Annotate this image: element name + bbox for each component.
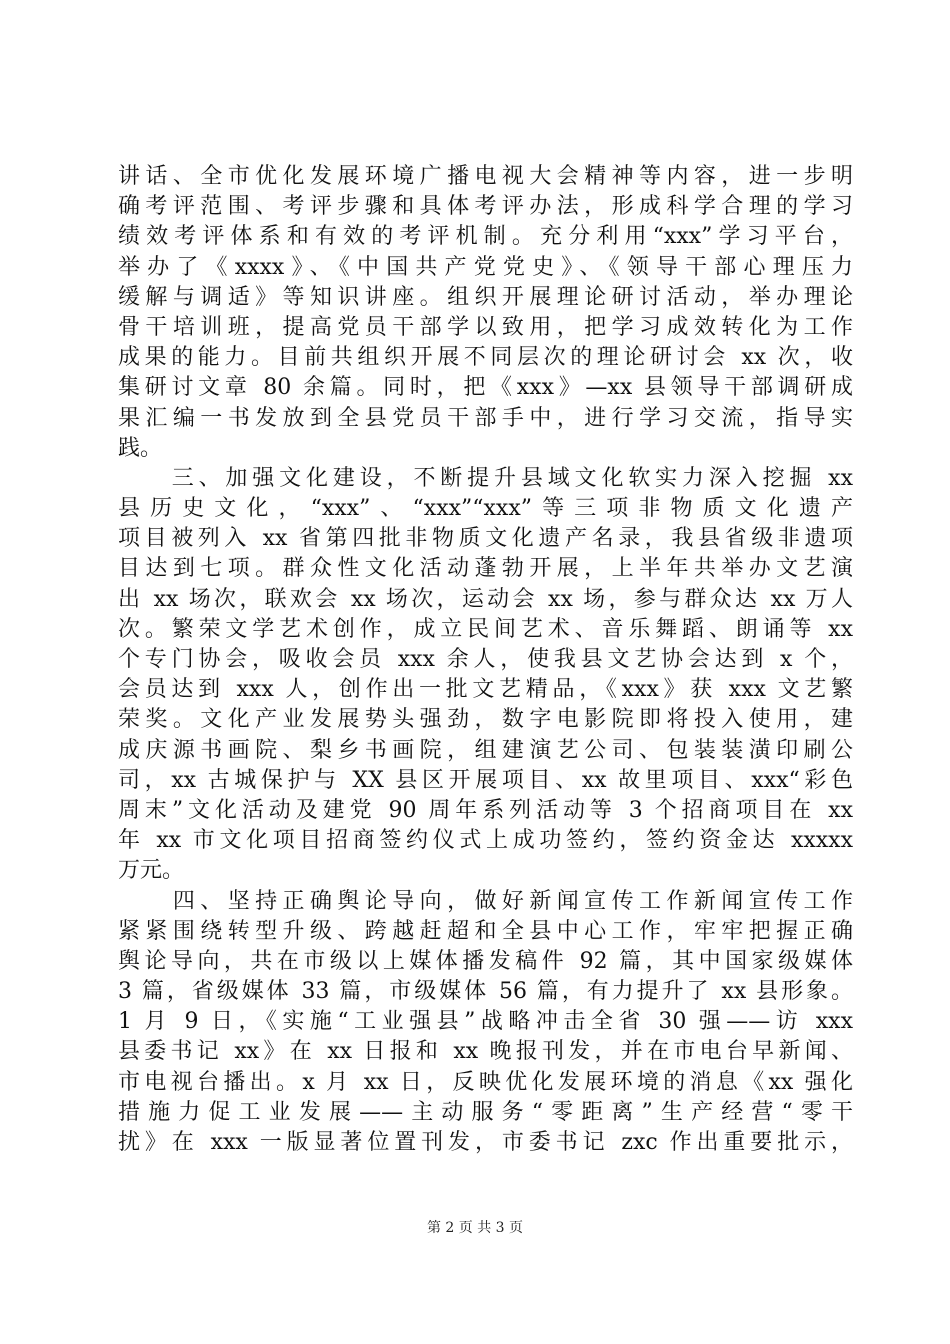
text-line: 讲话、全市优化发展环境广播电视大会精神等内容，进一步明 bbox=[118, 164, 853, 189]
text-line: 缓解与调适》等知识讲座。组织开展理论研讨活动，举办理论 bbox=[118, 284, 853, 310]
text-line: 紧紧围绕转型升级、跨越赶超和全县中心工作，牢牢把握正确 bbox=[118, 918, 853, 944]
text-line: 1 月 9 日，《实施“工业强县”战略冲击全省 30 强——访 xxx bbox=[118, 1009, 853, 1035]
document-body bbox=[118, 162, 853, 1158]
text-line: 万元。 bbox=[118, 858, 185, 884]
text-line: 措施力促工业发展——主动服务“零距离”生产经营“零干 bbox=[118, 1099, 853, 1125]
text-line: 绩效考评体系和有效的考评机制。充分利用“xxx”学习平台， bbox=[118, 224, 853, 250]
text-line: 市电视台播出。x 月 xx 日，反映优化发展环境的消息《xx 强化 bbox=[118, 1069, 853, 1095]
text-line: 项目被列入 xx 省第四批非物质文化遗产名录，我县省级非遗项 bbox=[118, 526, 853, 552]
text-line: 荣奖。文化产业发展势头强劲，数字电影院即将投入使用，建 bbox=[118, 707, 853, 733]
text-line: 目达到七项。群众性文化活动蓬勃开展，上半年共举办文艺演 bbox=[118, 556, 853, 582]
text-line: 县历史文化，“xxx”、“xxx”“xxx”等三项非物质文化遗产 bbox=[118, 496, 853, 522]
text-line: 践。 bbox=[118, 435, 163, 461]
text-line: 个专门协会，吸收会员 xxx 余人，使我县文艺协会达到 x 个， bbox=[118, 647, 853, 672]
text-line: 周末”文化活动及建党 90 周年系列活动等 3 个招商项目在 xx bbox=[118, 797, 853, 823]
page-footer: 第 2 页 共 3 页 bbox=[426, 1220, 524, 1236]
text-line: 成果的能力。目前共组织开展不同层次的理论研讨会 xx 次，收 bbox=[118, 345, 853, 371]
text-line: 四、坚持正确舆论导向，做好新闻宣传工作新闻宣传工作 bbox=[118, 888, 853, 914]
text-line: 会员达到 xxx 人，创作出一批文艺精品，《xxx》获 xxx 文艺繁 bbox=[118, 677, 853, 703]
text-line: 果汇编一书发放到全县党员干部手中，进行学习交流，指导实 bbox=[118, 405, 853, 431]
text-line: 司，xx 古城保护与 XX 县区开展项目、xx 故里项目、xxx“彩色 bbox=[118, 767, 853, 793]
text-line: 成庆源书画院、梨乡书画院，组建演艺公司、包装装潢印刷公 bbox=[118, 737, 853, 763]
text-line: 骨干培训班，提高党员干部学以致用，把学习成效转化为工作 bbox=[118, 314, 853, 340]
text-line: 三、加强文化建设，不断提升县域文化软实力深入挖掘 xx bbox=[118, 465, 853, 491]
text-line: 次。繁荣文学艺术创作，成立民间艺术、音乐舞蹈、朗诵等 xx bbox=[118, 616, 853, 642]
text-line: 举办了《xxxx》、《中国共产党党史》、《领导干部心理压力 bbox=[118, 254, 853, 280]
text-line: 集研讨文章 80 余篇。同时，把《xxx》—xx 县领导干部调研成 bbox=[118, 375, 853, 401]
text-line: 确考评范围、考评步骤和具体考评办法，形成科学合理的学习 bbox=[118, 194, 853, 220]
text-line: 县委书记 xx》在 xx 日报和 xx 晚报刊发，并在市电台早新闻、 bbox=[118, 1039, 853, 1065]
text-line: 3 篇，省级媒体 33 篇，市级媒体 56 篇，有力提升了 xx 县形象。 bbox=[118, 979, 853, 1005]
text-line: 年 xx 市文化项目招商签约仪式上成功签约，签约资金达 xxxxx bbox=[118, 828, 853, 854]
text-line: 出 xx 场次，联欢会 xx 场次，运动会 xx 场，参与群众达 xx 万人 bbox=[118, 586, 853, 612]
text-line: 舆论导向，共在市级以上媒体播发稿件 92 篇，其中国家级媒体 bbox=[118, 948, 853, 974]
text-line: 扰》在 xxx 一版显著位置刊发，市委书记 zxc 作出重要批示， bbox=[118, 1130, 853, 1155]
